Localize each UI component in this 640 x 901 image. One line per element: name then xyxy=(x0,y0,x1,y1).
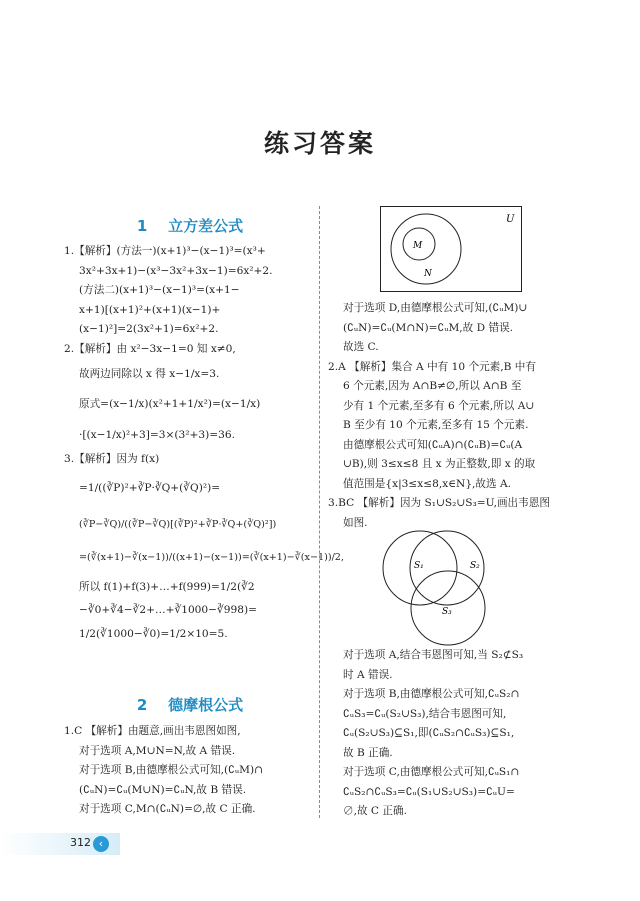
text-line: 3x²+3x+1)−(x³−3x²+3x−1)=6x²+2. xyxy=(79,264,273,277)
section-heading-2 xyxy=(80,694,300,715)
section-number: 1 xyxy=(136,217,148,235)
label-s2: S₂ xyxy=(470,561,480,571)
label-m: M xyxy=(413,241,423,251)
text-line: 原式=(x−1/x)(x²+1+1/x²)=(x−1/x) xyxy=(79,397,261,410)
text-line: ∅,故 C 正确. xyxy=(343,805,407,817)
text-line: 值范围是{x|3≤x≤8,x∈N},故选 A. xyxy=(343,477,511,490)
text-line: 1/2(∛1000−∛0)=1/2×10=5. xyxy=(79,627,228,640)
text-line: =(∛(x+1)−∛(x−1))/((x+1)−(x−1))=(∛(x+1)−∛(x−1))/2, xyxy=(79,552,344,563)
text-line: (方法二)(x+1)³−(x−1)³=(x+1− xyxy=(79,284,240,296)
section-title: 德摩根公式 xyxy=(168,696,244,714)
text-line: 时 A 错误. xyxy=(343,668,393,681)
text-line: (x−1)²]=2(3x²+1)=6x²+2. xyxy=(79,323,219,335)
section-title: 立方差公式 xyxy=(168,217,244,235)
text-line: ·[(x−1/x)²+3]=3×(3²+3)=36. xyxy=(79,429,235,441)
label-s3: S₃ xyxy=(442,607,452,617)
text-line: 对于选项 A,M∪N=N,故 A 错误. xyxy=(79,744,236,757)
text-line: 故 B 正确. xyxy=(343,746,393,759)
right-column-bottom xyxy=(328,646,598,822)
venn-diagram-s123 xyxy=(380,528,500,648)
chevron-left-icon: ‹ xyxy=(93,836,109,852)
text-line: 对于选项 B,由德摩根公式可知,∁ᵤS₂∩ xyxy=(343,688,520,700)
text-line: −∛0+∛4−∛2+…+∛1000−∛998)= xyxy=(79,604,258,616)
text-line: (∛P−∛Q)/((∛P−∛Q)[(∛P)²+∛P·∛Q+(∛Q)²]) xyxy=(79,518,277,530)
text-line: 故选 C. xyxy=(343,341,379,353)
text-line: 对于选项 D,由德摩根公式可知,(∁ᵤM)∪ xyxy=(343,302,528,314)
text-line: x+1)[(x+1)²+(x+1)(x−1)+ xyxy=(79,303,221,316)
label-s1: S₁ xyxy=(414,561,424,571)
text-line: 3.BC 【解析】因为 S₁∪S₂∪S₃=U,画出韦恩图 xyxy=(328,497,550,509)
text-line: 对于选项 C,M∩(∁ᵤN)=∅,故 C 正确. xyxy=(79,803,256,815)
text-line: 2.A 【解析】集合 A 中有 10 个元素,B 中有 xyxy=(328,360,536,373)
page-number-bar xyxy=(0,833,120,855)
text-line: (∁ᵤN)=∁ᵤ(M∩N)=∁ᵤM,故 D 错误. xyxy=(343,321,514,334)
text-line: 6 个元素,因为 A∩B≠∅,所以 A∩B 至 xyxy=(343,380,522,392)
label-n: N xyxy=(424,269,432,279)
text-line: 1.C 【解析】由题意,画出韦恩图如图, xyxy=(64,725,241,737)
page-title: 练习答案 xyxy=(263,129,376,158)
right-column-top xyxy=(328,299,598,533)
column-divider xyxy=(319,206,320,818)
text-line: 1.【解析】(方法一)(x+1)³−(x−1)³=(x³+ xyxy=(64,245,266,257)
text-line: ∁ᵤS₂∩∁ᵤS₃=∁ᵤ(S₁∪S₂∪S₃)=∁ᵤU= xyxy=(343,785,515,798)
text-line: (∁ᵤN)=∁ᵤ(M∪N)=∁ᵤN,故 B 错误. xyxy=(79,783,247,796)
text-line: 由德摩根公式可知(∁ᵤA)∩(∁ᵤB)=∁ᵤ(A xyxy=(343,438,523,451)
left-column-bottom xyxy=(64,722,316,820)
text-line: 2.【解析】由 x²−3x−1=0 知 x≠0, xyxy=(64,342,236,355)
text-line: ∪B),则 3≤x≤8 且 x 为正整数,即 x 的取 xyxy=(343,458,536,470)
text-line: ∁ᵤS₃=∁ᵤ(S₂∪S₃),结合韦恩图可知, xyxy=(343,707,507,720)
text-line: 3.【解析】因为 f(x) xyxy=(64,452,160,465)
section-heading-1 xyxy=(80,215,300,236)
text-line: ∁ᵤ(S₂∪S₃)⊆S₁,即(∁ᵤS₂∩∁ᵤS₃)⊆S₁, xyxy=(343,727,515,739)
text-line: 少有 1 个元素,至多有 6 个元素,所以 A∪ xyxy=(343,399,535,412)
label-u: U xyxy=(506,214,515,225)
text-line: =1/((∛P)²+∛P·∛Q+(∛Q)²)= xyxy=(79,482,221,494)
universal-set-box xyxy=(381,207,522,292)
text-line: 如图. xyxy=(343,516,368,529)
left-column-top xyxy=(64,242,344,644)
text-line: 对于选项 C,由德摩根公式可知,∁ᵤS₁∩ xyxy=(343,766,520,778)
text-line: 对于选项 A,结合韦恩图可知,当 S₂⊄S₃ xyxy=(343,649,524,661)
text-line: B 至少有 10 个元素,至多有 15 个元素. xyxy=(343,419,529,431)
text-line: 故两边同除以 x 得 x−1/x=3. xyxy=(79,368,220,380)
venn-diagram-mn xyxy=(380,206,522,292)
page-number: 312 xyxy=(70,836,91,849)
section-number: 2 xyxy=(136,696,148,714)
text-line: 所以 f(1)+f(3)+…+f(999)=1/2(∛2 xyxy=(79,580,255,593)
text-line: 对于选项 B,由德摩根公式可知,(∁ᵤM)∩ xyxy=(79,764,263,776)
